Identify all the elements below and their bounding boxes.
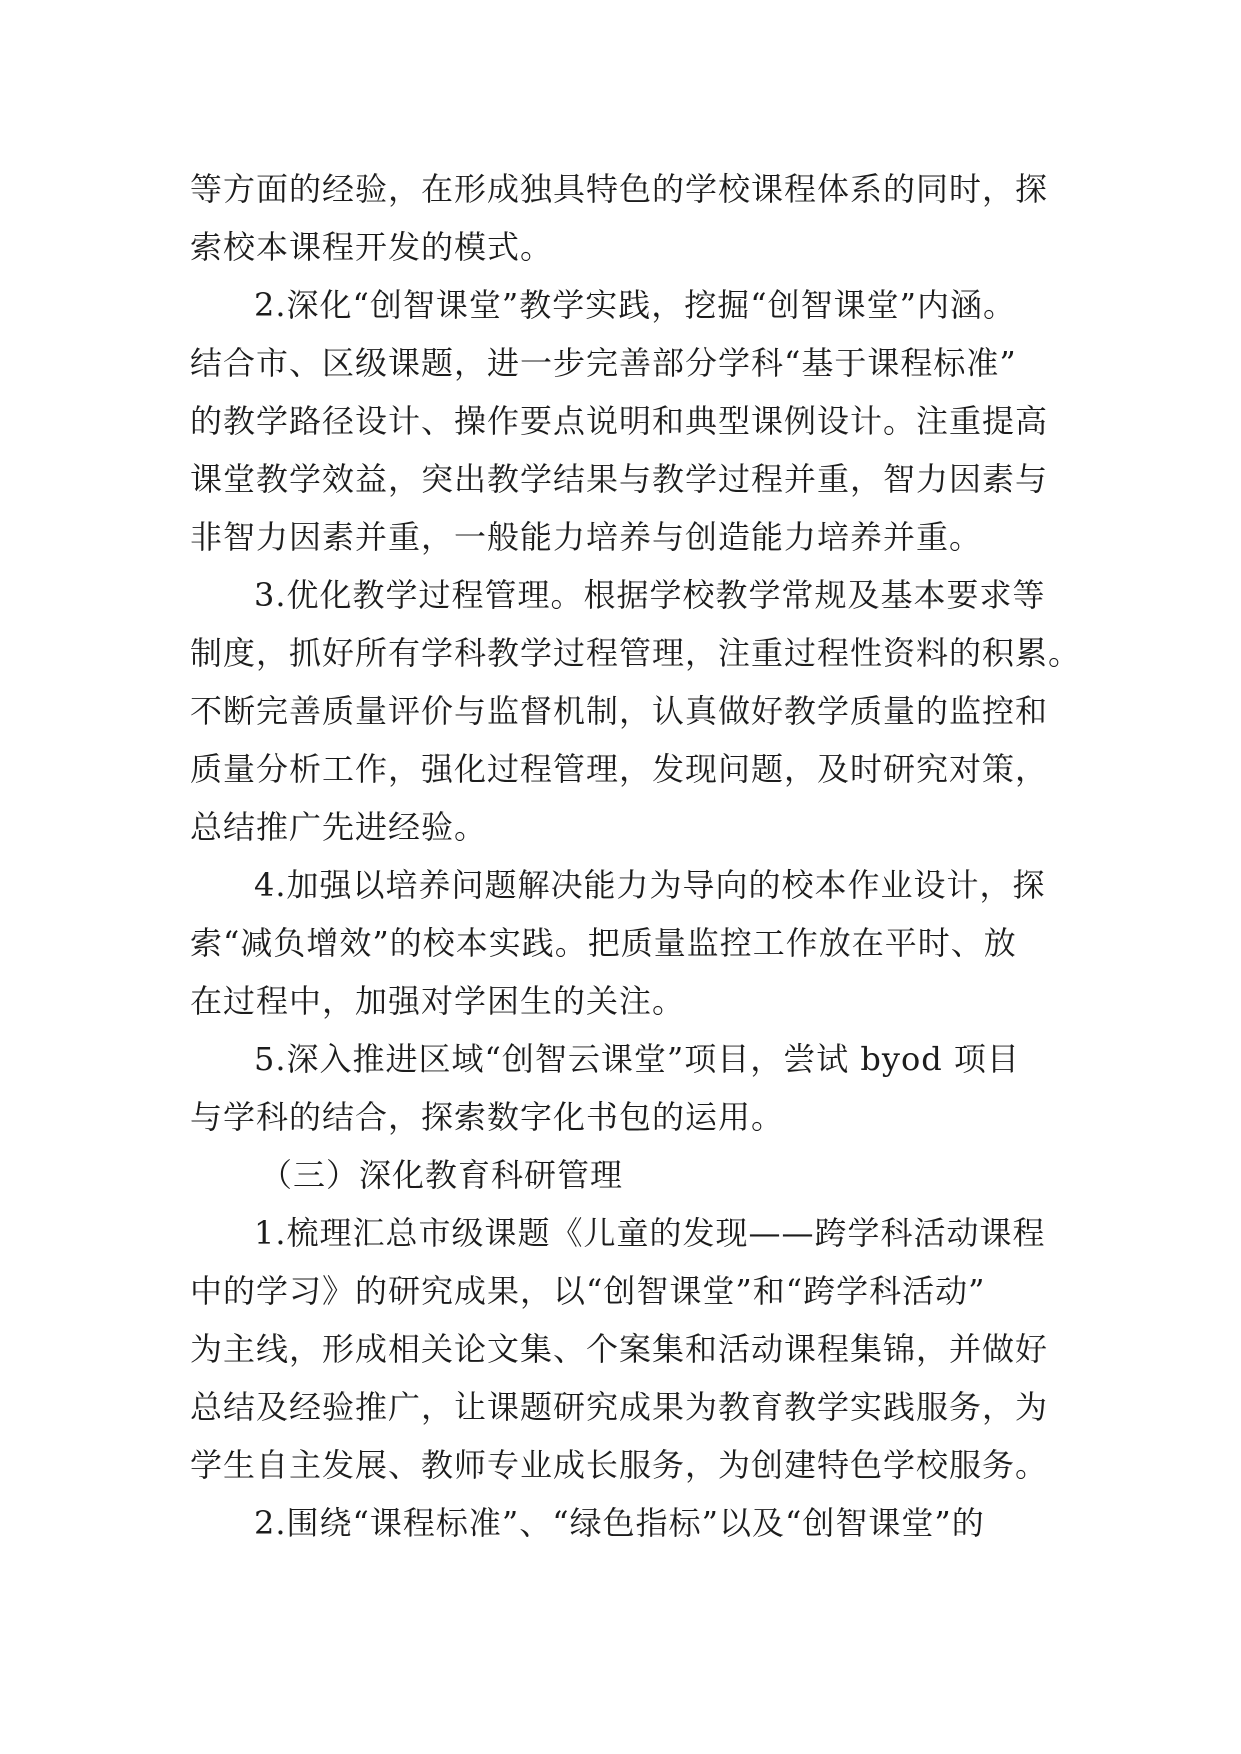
text-line: 与学科的结合，探索数字化书包的运用。 [190, 1098, 785, 1136]
text-line: 总结推广先进经验。 [190, 808, 488, 846]
text-line: 结合市、区级课题，进一步完善部分学科“基于课程标准” [190, 344, 1017, 382]
paragraph-3-start: 3.优化教学过程管理。根据学校教学常规及基本要求等 [254, 576, 1046, 614]
paragraph-5-start: 5.深入推进区域“创智云课堂”项目，尝试 byod 项目 [254, 1040, 1020, 1078]
text-line: 索“减负增效”的校本实践。把质量监控工作放在平时、放 [190, 924, 1017, 962]
paragraph-2b-start: 2.围绕“课程标准”、“绿色指标”以及“创智课堂”的 [254, 1504, 985, 1542]
text-line: 课堂教学效益，突出教学结果与教学过程并重，智力因素与 [190, 460, 1049, 498]
paragraph-2-start: 2.深化“创智课堂”教学实践，挖掘“创智课堂”内涵。 [254, 286, 1016, 324]
text-line: 制度，抓好所有学科教学过程管理，注重过程性资料的积累。 [190, 634, 1082, 672]
text-line: 索校本课程开发的模式。 [190, 228, 554, 266]
document-body [190, 160, 1082, 1552]
text-line: 不断完善质量评价与监督机制，认真做好教学质量的监控和 [190, 692, 1049, 730]
text-line: 总结及经验推广，让课题研究成果为教育教学实践服务，为 [190, 1388, 1049, 1426]
text-line: 中的学习》的研究成果，以“创智课堂”和“跨学科活动” [190, 1272, 986, 1310]
text-line: 非智力因素并重，一般能力培养与创造能力培养并重。 [190, 518, 983, 556]
section-heading: （三）深化教育科研管理 [260, 1156, 624, 1194]
paragraph-1-start: 1.梳理汇总市级课题《儿童的发现——跨学科活动课程 [254, 1214, 1046, 1252]
text-line: 的教学路径设计、操作要点说明和典型课例设计。注重提高 [190, 402, 1049, 440]
text-line: 质量分析工作，强化过程管理，发现问题，及时研究对策， [190, 750, 1049, 788]
text-line: 等方面的经验，在形成独具特色的学校课程体系的同时，探 [190, 170, 1049, 208]
paragraph-4-start: 4.加强以培养问题解决能力为导向的校本作业设计，探 [254, 866, 1046, 904]
text-line: 在过程中，加强对学困生的关注。 [190, 982, 686, 1020]
text-line: 为主线，形成相关论文集、个案集和活动课程集锦，并做好 [190, 1330, 1049, 1368]
text-line: 学生自主发展、教师专业成长服务，为创建特色学校服务。 [190, 1446, 1049, 1484]
